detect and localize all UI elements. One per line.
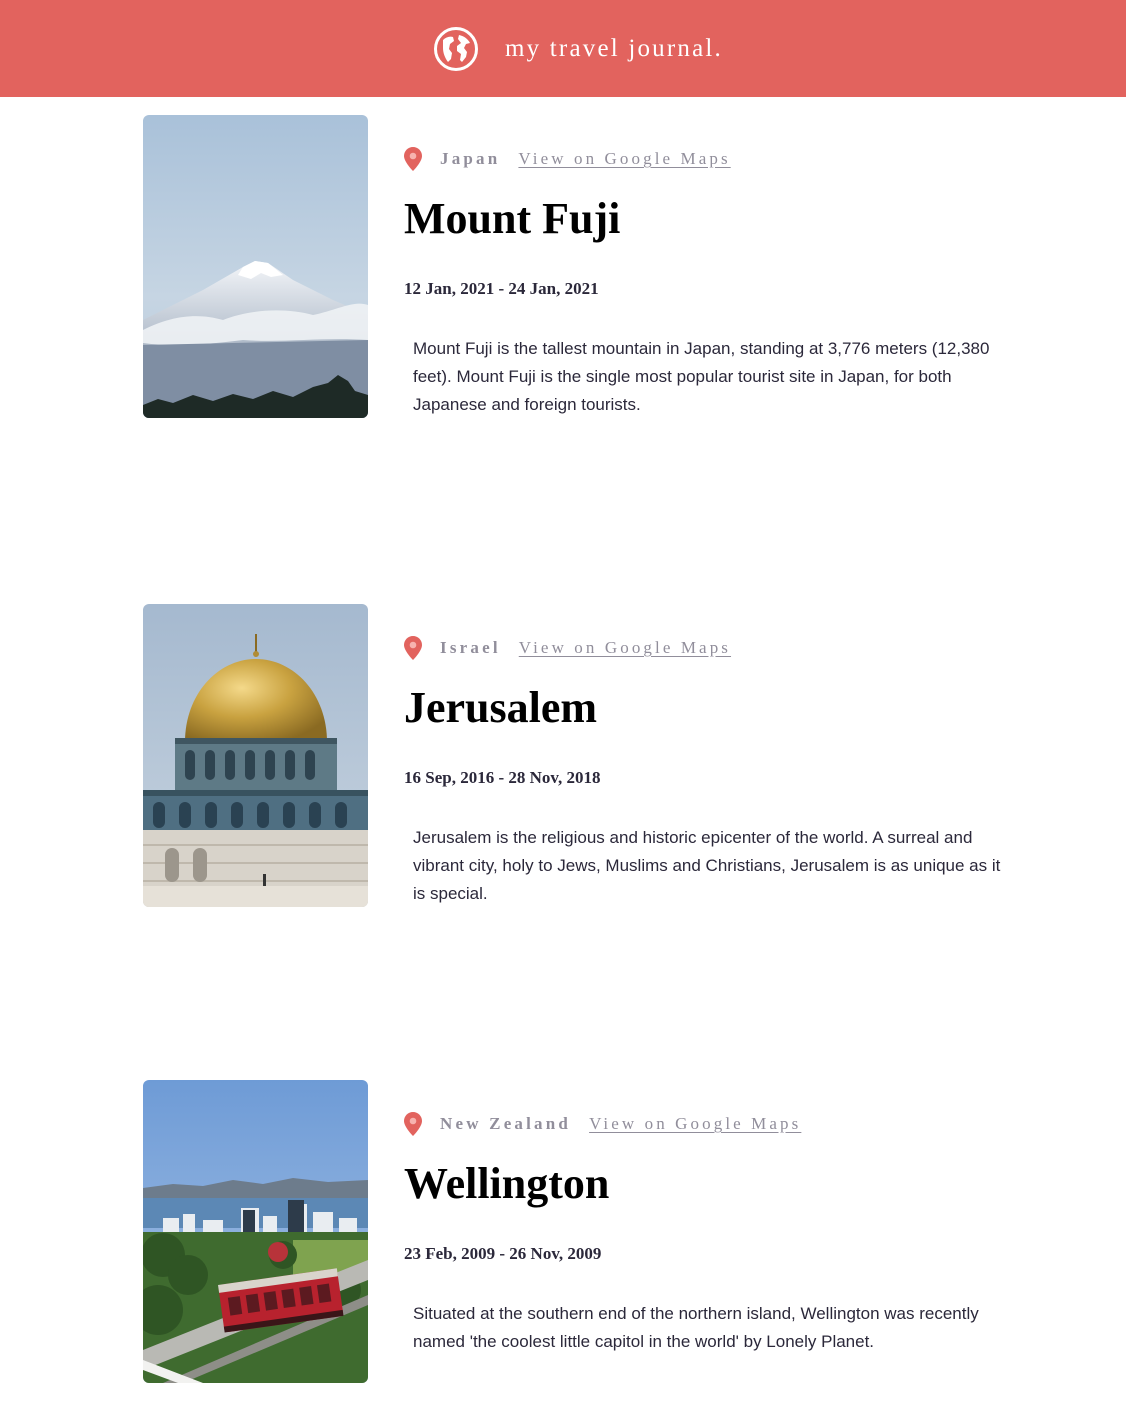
entry-dates: 16 Sep, 2016 - 28 Nov, 2018 <box>404 768 601 787</box>
entry-location <box>403 1109 801 1139</box>
entry-description: Jerusalem is the religious and historic epicenter of the world. A surreal and vibrant city, holy to Jews, Muslims and Christians, Jerusalem is as unique as it is special. <box>413 828 1001 903</box>
location-pin-icon <box>403 146 423 172</box>
entry-country: New Zealand <box>440 1114 572 1133</box>
entry-description: Situated at the southern end of the northern island, Wellington was recently named 'the coolest little capitol in the world' by Lonely Planet. <box>413 1304 979 1351</box>
entry-photo-wellington <box>143 1080 368 1383</box>
entry-location <box>403 633 731 663</box>
view-on-google-maps-link[interactable]: View on Google Maps <box>518 149 731 168</box>
view-on-google-maps-link[interactable]: View on Google Maps <box>589 1114 802 1133</box>
location-pin-icon <box>403 635 423 661</box>
entry-photo-mount-fuji <box>143 115 368 418</box>
entry-location <box>403 144 731 174</box>
header-bar <box>0 0 1126 97</box>
entry-title: Mount Fuji <box>404 194 621 243</box>
entry-title: Jerusalem <box>404 683 598 732</box>
entry-dates: 23 Feb, 2009 - 26 Nov, 2009 <box>404 1244 602 1263</box>
entry-photo-jerusalem <box>143 604 368 907</box>
entry-country: Japan <box>440 149 501 168</box>
app-title: my travel journal. <box>504 34 724 62</box>
header-brand <box>433 26 723 72</box>
view-on-google-maps-link[interactable]: View on Google Maps <box>518 638 732 657</box>
entry-title: Wellington <box>404 1159 610 1208</box>
entry-description: Mount Fuji is the tallest mountain in Japan, standing at 3,776 meters (12,380 feet). Mount Fuji is the single most popular tourist site in Japan, for both Japanese and foreign tourists. <box>413 339 990 414</box>
globe-icon <box>433 26 479 72</box>
entry-country: Israel <box>440 638 501 657</box>
location-pin-icon <box>403 1111 423 1137</box>
entry-dates: 12 Jan, 2021 - 24 Jan, 2021 <box>404 279 599 298</box>
